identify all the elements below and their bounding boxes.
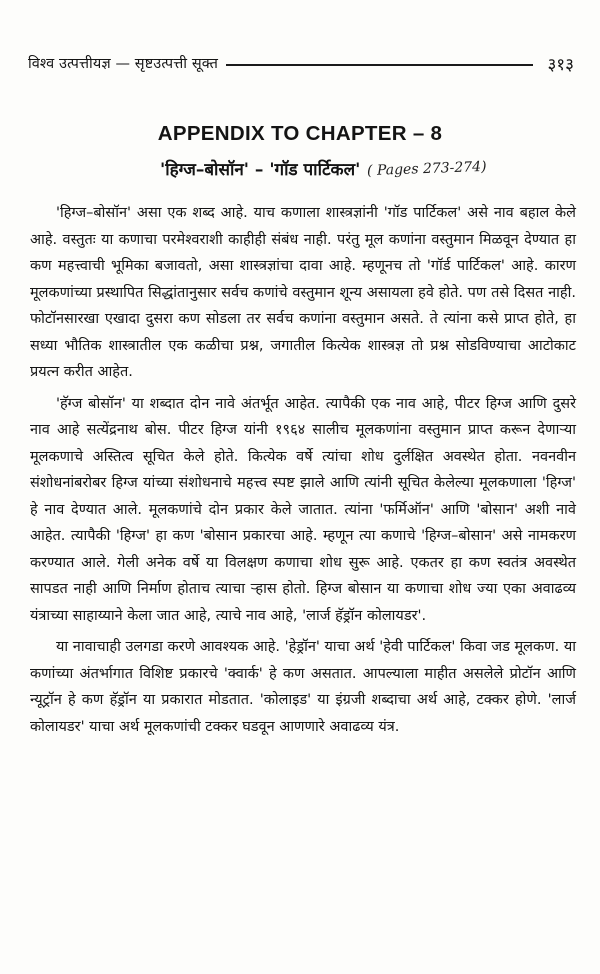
chapter-subtitle: 'हिग्ज–बोसॉन' – 'गॉड पार्टिकल' xyxy=(160,160,361,180)
header-rule xyxy=(226,64,534,66)
body-text xyxy=(30,200,576,740)
handwritten-pages-note: ( Pages 273-274) xyxy=(367,158,488,179)
paragraph: 'हॅग्ज बोसॉन' या शब्दात दोन नावे अंतर्भूत आहेत. त्यापैकी एक नाव आहे, पीटर हिग्ज आणि दुसरे नाव आहे सत्येंद्रनाथ बोस. पीटर हिग्ज यांनी १९६४ सालीच मूलकणांना वस्तुमान प्राप्त करून देणाऱ्या मूलकणाचे अस्तित्व सूचित केले होते. कित्येक वर्षे त्यांचा शोध दुर्लक्षित अवस्थेत होता. नवनवीन संशोधनांबरोबर हिग्ज यांच्या संशोधनाचे महत्त्व स्पष्ट झाले आणि त्यांनी सूचित केलेल्या मूलकणाला 'हिग्ज' हे नाव देण्यात आले. मूलकणांचे दोन प्रकार केले जातात. त्यांना 'फर्मिऑन' आणि 'बोसान' अशी नावे आहेत. त्यापैकी 'हिग्ज' हा कण 'बोसान प्रकारचा आहे. म्हणून त्या कणाचे 'हिग्ज–बोसान' असे नामकरण करण्यात आले. गेली अनेक वर्षे या विलक्षण कणाचा शोध सुरू आहे. एकतर हा कण स्वतंत्र अवस्थेत सापडत नाही आणि निर्माण होताच त्याचा ऱ्हास होतो. हिग्ज बोसान या कणाचा शोध ज्या एका अवाढव्य यंत्राच्या साहाय्याने केला जात आहे, त्याचे नाव आहे, 'लार्ज हॅड्रॉन कोलायडर'. xyxy=(30,395,576,624)
paragraph: 'हिग्ज–बोसॉन' असा एक शब्द आहे. याच कणाला शास्त्रज्ञांनी 'गॉड पार्टिकल' असे नाव बहाल केले आहे. वस्तुतः या कणाचा परमेश्वराशी काहीही संबंध नाही. परंतु मूल कणांना वस्तुमान मिळवून देण्यात हा कण महत्त्वाची भूमिका बजावतो, असा शास्त्रज्ञांचा दावा आहे. म्हणूनच तो 'गॉर्ड पार्टिकल' आहे. कारण मूलकणांच्या प्रस्थापित सिद्धांतानुसार सर्वच कणांचे वस्तुमान शून्य असायला हवे होते. पण तसे दिसत नाही. फोटॉनसारखा एखादा दुसरा कण सोडला तर सर्वच कणांना वस्तुमान असते. ते त्यांना कसे प्राप्त होते, हा सध्या भौतिक शास्त्रातील एक कळीचा प्रश्न, जगातील कित्येक शास्त्रज्ञ तो प्रश्न सोडविण्याचा आटोकाट प्रयत्न करीत आहेत. xyxy=(30,205,576,380)
running-header xyxy=(28,50,574,76)
running-title: विश्व उत्पत्तीयज्ञ — सृष्टउत्पत्ती सूक्त xyxy=(28,56,218,72)
chapter-subtitle-line xyxy=(160,157,590,191)
paragraph: या नावाचाही उलगडा करणे आवश्यक आहे. 'हेड्रॉन' याचा अर्थ 'हेवी पार्टिकल' किवा जड मूलकण. या कणांच्या अंतर्भागात विशिष्ट प्रकारचे 'क्वार्क' हे कण असतात. आपल्याला माहीत असलेले प्रोटॉन आणि न्यूट्रॉन हे कण हॅड्रॉन या प्रकारात मोडतात. 'कोलाइड' या इंग्रजी शब्दाचा अर्थ आहे, टक्कर होणे. 'लार्ज कोलायडर' याचा अर्थ मूलकणांची टक्कर घडवून आणणारे अवाढव्य यंत्र. xyxy=(30,639,576,735)
page-number: ३१३ xyxy=(547,54,574,75)
chapter-heading: APPENDIX TO CHAPTER – 8 xyxy=(157,122,443,145)
